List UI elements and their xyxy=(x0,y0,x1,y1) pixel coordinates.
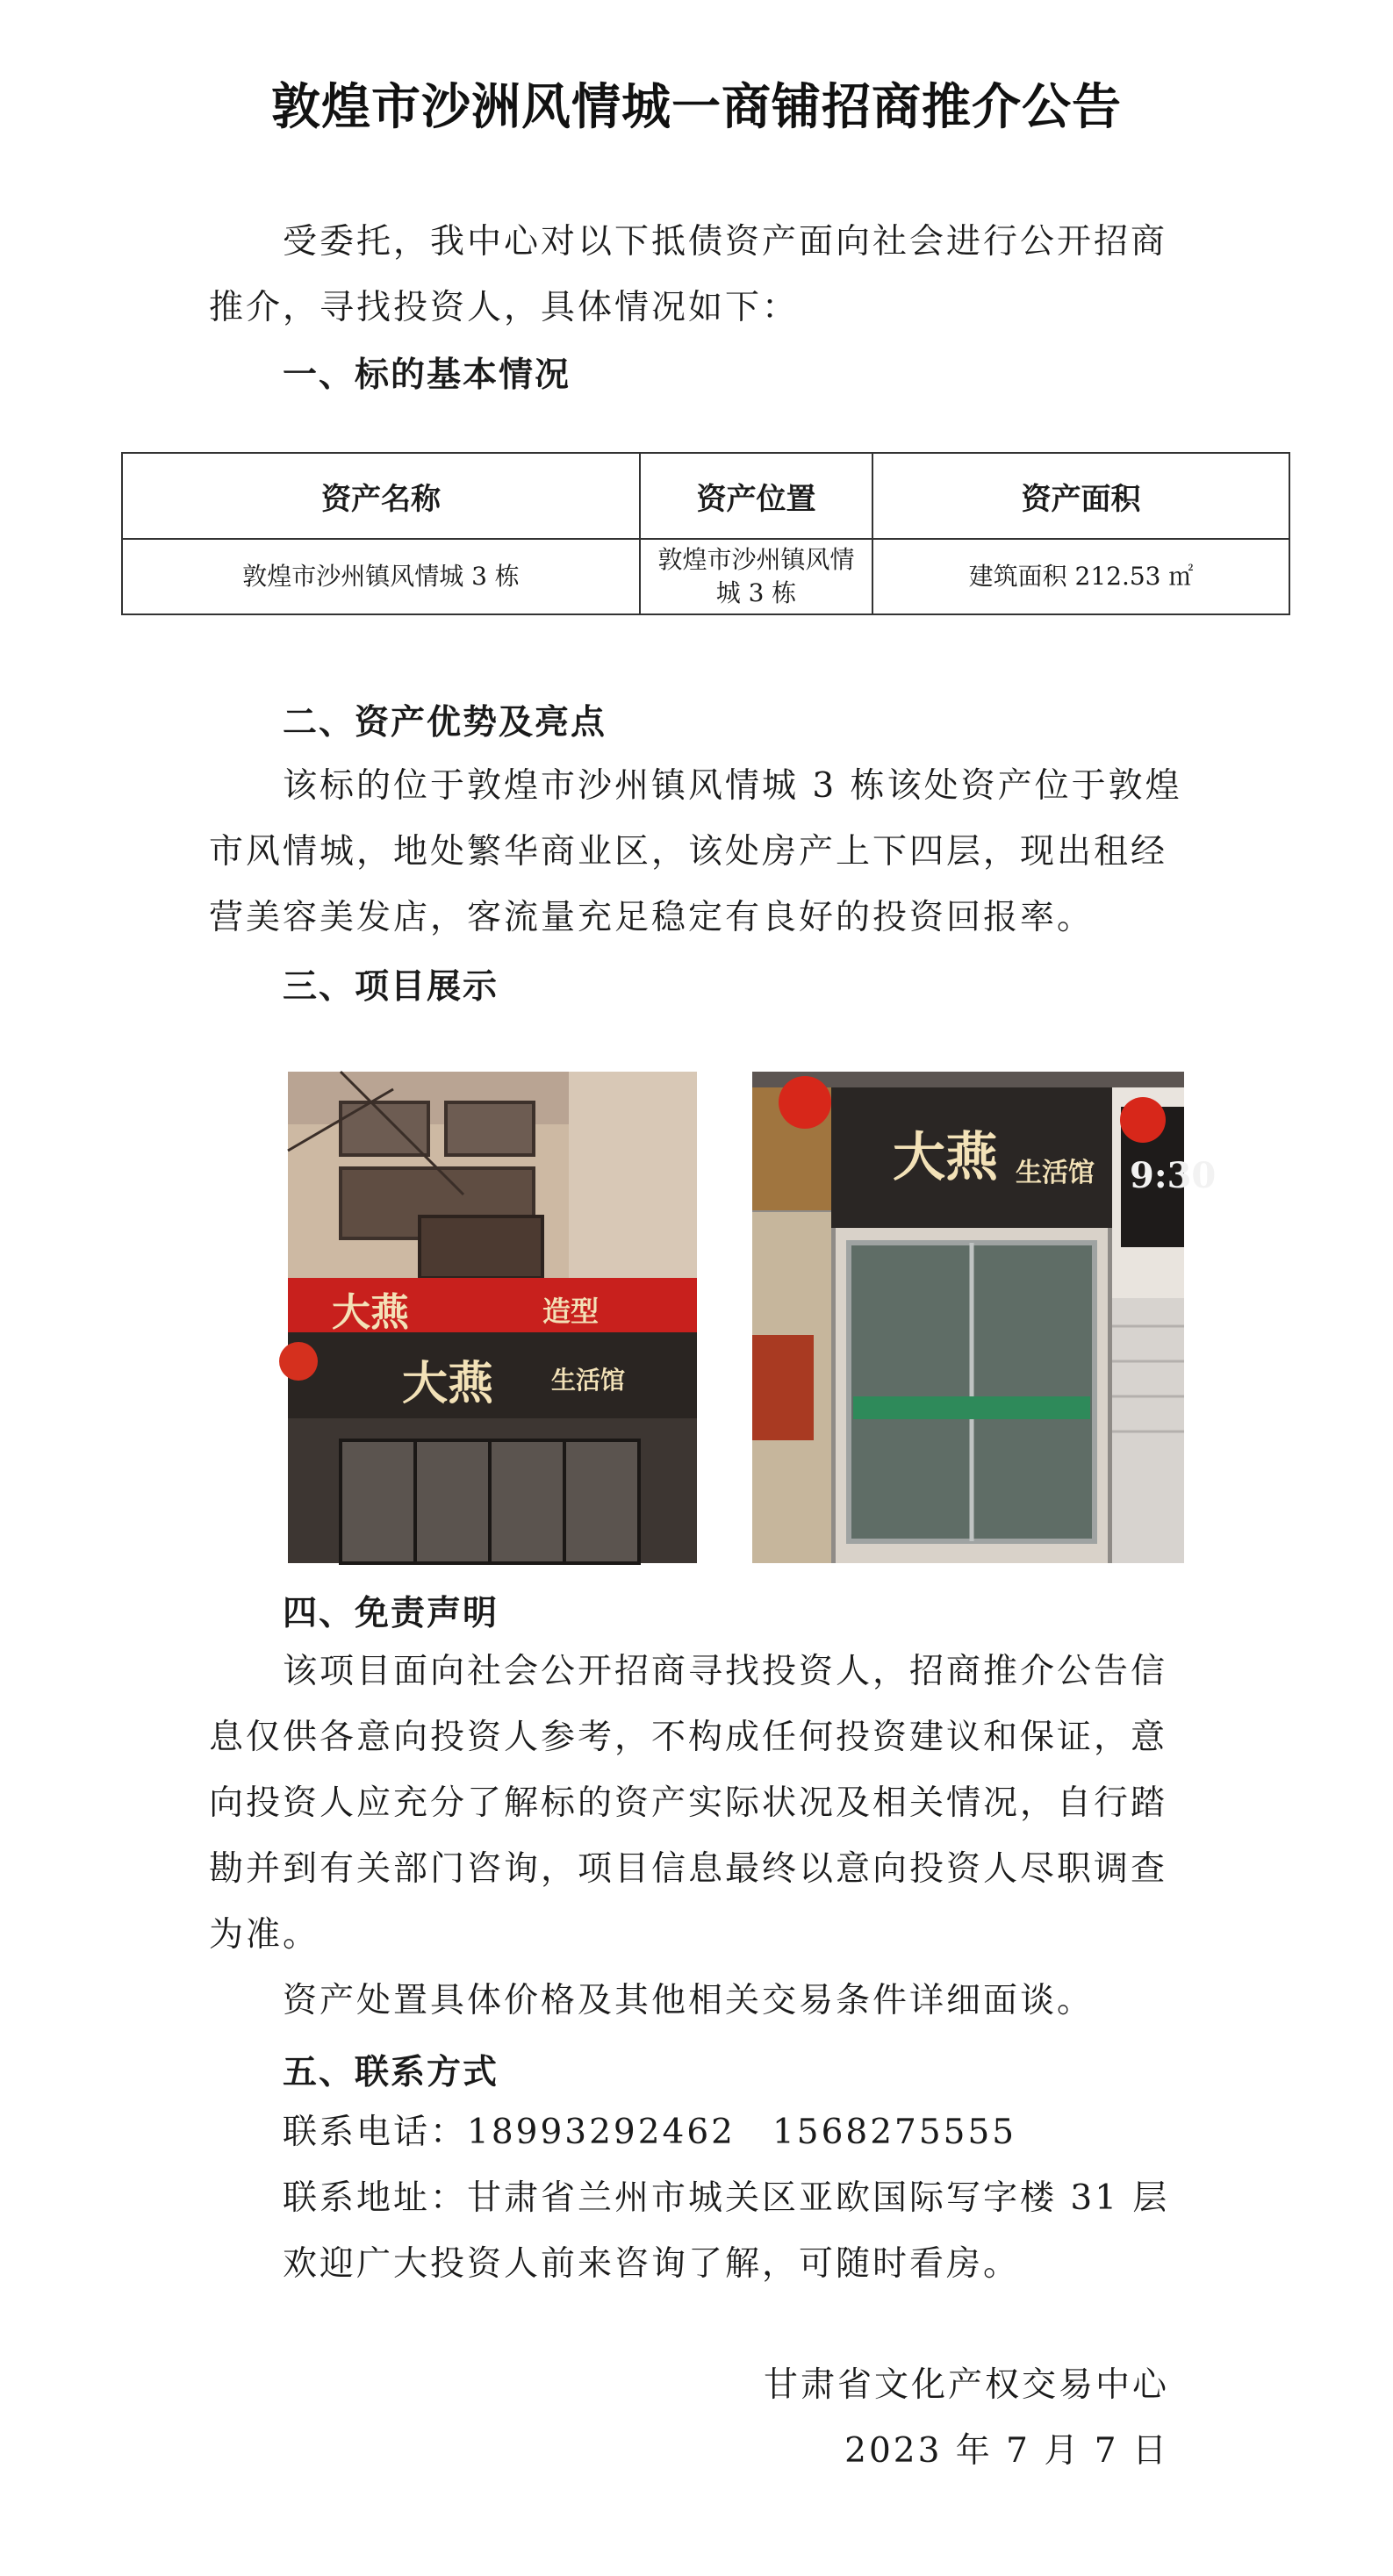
sign-bottom-name: 大燕 xyxy=(402,1357,494,1410)
signature-date: 2023 年 7 月 7 日 xyxy=(844,2431,1169,2471)
signature-org: 甘肃省文化产权交易中心 xyxy=(763,2365,1169,2405)
table-header-row xyxy=(122,453,1289,539)
section2-line-3: 营美容美发店，客流量充足稳定有良好的投资回报率。 xyxy=(209,898,1095,937)
section-heading-1: 一、标的基本情况 xyxy=(283,355,571,395)
contact-welcome: 欢迎广大投资人前来咨询了解，可随时看房。 xyxy=(283,2244,1021,2284)
sign-bottom-suffix: 生活馆 xyxy=(551,1366,626,1395)
table-cell-location: 敦煌市沙州镇风情城 3 栋 xyxy=(640,539,872,614)
section4-line-2: 息仅供各意向投资人参考，不构成任何投资建议和保证，意 xyxy=(209,1718,1168,1757)
contact-address: 联系地址：甘肃省兰州市城关区亚欧国际写字楼 31 层 xyxy=(283,2178,1170,2218)
table-cell-name: 敦煌市沙州镇风情城 3 栋 xyxy=(122,539,640,614)
sign-shop-suffix: 生活馆 xyxy=(1016,1158,1095,1188)
section2-line-1: 该标的位于敦煌市沙州镇风情城 3 栋该处资产位于敦煌 xyxy=(283,766,1182,806)
intro-line-2: 推介，寻找投资人，具体情况如下： xyxy=(209,288,800,327)
table-header-area: 资产面积 xyxy=(872,453,1289,539)
side-sign-text: 9:30 xyxy=(1130,1155,1217,1196)
contact-phone: 联系电话：18993292462 1568275555 xyxy=(283,2113,1017,2152)
page-title: 敦煌市沙洲风情城一商铺招商推介公告 xyxy=(271,79,1122,136)
table-header-name: 资产名称 xyxy=(122,453,640,539)
table-row xyxy=(122,539,1289,614)
section4-line-1: 该项目面向社会公开招商寻找投资人，招商推介公告信 xyxy=(283,1652,1168,1691)
section-heading-5: 五、联系方式 xyxy=(283,2053,499,2092)
section4-line-3: 向投资人应充分了解标的资产实际状况及相关情况，自行踏 xyxy=(209,1783,1168,1823)
sign-top-name: 大燕 xyxy=(332,1290,409,1335)
sign-top-suffix: 造型 xyxy=(542,1295,600,1328)
section4-line-6: 资产处置具体价格及其他相关交易条件详细面谈。 xyxy=(283,1981,1095,2020)
section2-line-2: 市风情城，地处繁华商业区，该处房产上下四层，现出租经 xyxy=(209,832,1168,872)
section4-line-5: 为准。 xyxy=(209,1915,320,1955)
section-heading-4: 四、免责声明 xyxy=(283,1594,499,1633)
intro-line-1: 受委托，我中心对以下抵债资产面向社会进行公开招商 xyxy=(283,222,1168,262)
storefront-photo-left xyxy=(288,1072,697,1563)
section-heading-3: 三、项目展示 xyxy=(283,967,499,1007)
sign-shop-name: 大燕 xyxy=(893,1127,998,1188)
asset-table xyxy=(121,452,1290,615)
storefront-photo-right xyxy=(752,1072,1217,1563)
table-header-location: 资产位置 xyxy=(640,453,872,539)
table-cell-area: 建筑面积 212.53 ㎡ xyxy=(872,539,1289,614)
section-heading-2: 二、资产优势及亮点 xyxy=(283,703,607,743)
section4-line-4: 勘并到有关部门咨询，项目信息最终以意向投资人尽职调查 xyxy=(209,1849,1168,1889)
